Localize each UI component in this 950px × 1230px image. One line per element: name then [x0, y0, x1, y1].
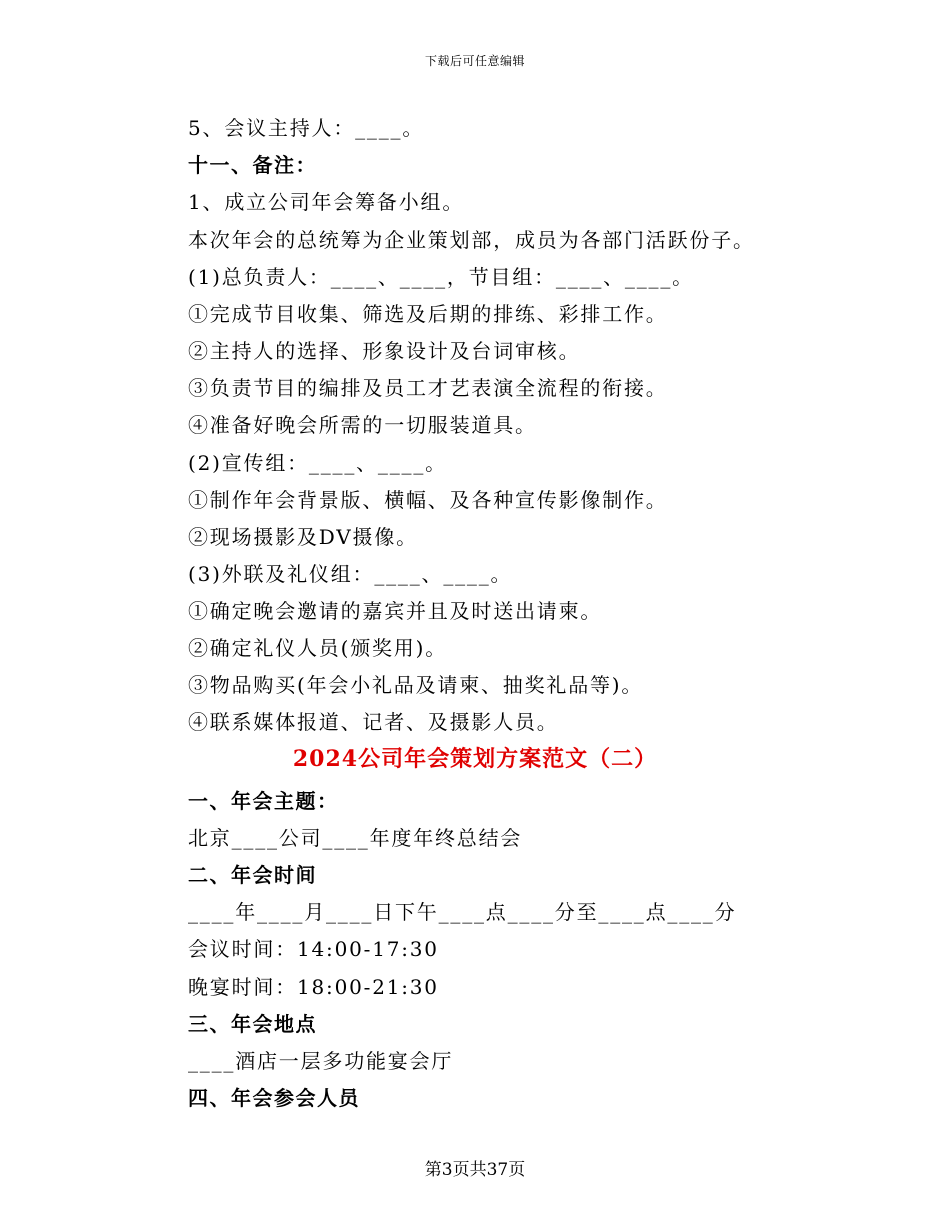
page-header: 下载后可任意编辑 [424, 54, 525, 68]
list-item: ①完成节目收集、筛选及后期的排练、彩排工作。 [188, 302, 668, 326]
list-item: ②主持人的选择、形象设计及台词审核。 [188, 339, 581, 363]
document-section-title: 2024公司年会策划方案范文（二） [292, 746, 658, 772]
list-item: ③负责节目的编排及员工才艺表演全流程的衔接。 [188, 376, 668, 400]
paragraph-meeting-time: 会议时间：14:00-17:30 [188, 937, 439, 961]
list-item: ①制作年会背景版、横幅、及各种宣传影像制作。 [188, 488, 668, 512]
section-heading-venue: 三、年会地点 [188, 1012, 317, 1036]
list-item: ①确定晚会邀请的嘉宾并且及时送出请柬。 [188, 599, 603, 623]
paragraph-liaison: (3)外联及礼仪组：____、____。 [188, 562, 513, 586]
list-item: ④准备好晚会所需的一切服装道具。 [188, 413, 537, 437]
list-item: ②现场摄影及DV摄像。 [188, 525, 418, 549]
section-heading-remarks: 十一、备注： [188, 153, 317, 177]
list-item: ③物品购买(年会小礼品及请柬、抽奖礼品等)。 [188, 673, 644, 697]
paragraph-publicity: (2)宣传组：____、____。 [188, 451, 447, 475]
paragraph-lead: (1)总负责人：____、____，节目组：____、____。 [188, 265, 694, 289]
list-item: ④联系媒体报道、记者、及摄影人员。 [188, 710, 559, 734]
paragraph-theme: 北京____公司____年度年终总结会 [188, 826, 523, 850]
paragraph-venue: ____酒店一层多功能宴会厅 [188, 1049, 454, 1073]
paragraph-committee: 1、成立公司年会筹备小组。 [188, 190, 465, 214]
page-footer: 第3页共37页 [424, 1160, 526, 1180]
section-heading-attendees: 四、年会参会人员 [188, 1086, 360, 1110]
section-heading-theme: 一、年会主题： [188, 789, 339, 813]
section-heading-time: 二、年会时间 [188, 863, 317, 887]
paragraph-overview: 本次年会的总统筹为企业策划部，成员为各部门活跃份子。 [188, 228, 755, 252]
paragraph-host-line: 5、会议主持人：____。 [188, 116, 425, 140]
paragraph-banquet-time: 晚宴时间：18:00-21:30 [188, 975, 439, 999]
list-item: ②确定礼仪人员(颁奖用)。 [188, 636, 448, 660]
paragraph-time: ____年____月____日下午____点____分至____点____分 [188, 900, 737, 924]
